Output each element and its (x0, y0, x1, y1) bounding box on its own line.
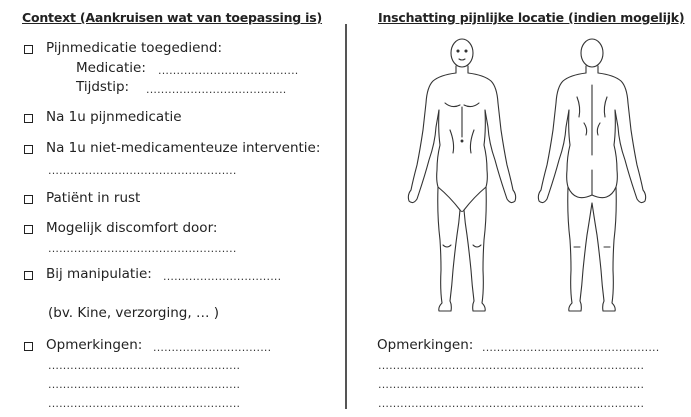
label-opmerkingen-right: Opmerkingen: (377, 337, 474, 353)
field-niet-medicamenteuze[interactable]: ................................................... (48, 164, 237, 177)
field-opmerkingen-right[interactable]: ................................................ (482, 341, 660, 354)
field-opmerkingen-left-line-1[interactable]: .................................................... (48, 359, 241, 372)
manipulatie-example: (bv. Kine, verzorging, … ) (48, 305, 219, 321)
checkbox-niet-medicamenteuze[interactable] (24, 145, 33, 154)
checkbox-patient-in-rust[interactable] (24, 195, 33, 204)
label-pijnmedicatie: Pijnmedicatie toegediend: (46, 40, 223, 56)
field-opmerkingen-right-line-3[interactable]: ........................................................................ (378, 397, 645, 410)
checkbox-manipulatie[interactable] (24, 271, 33, 280)
body-back-figure[interactable] (535, 35, 650, 317)
label-opmerkingen-left: Opmerkingen: (46, 337, 143, 353)
label-manipulatie: Bij manipulatie: (46, 266, 152, 282)
label-patient-in-rust: Patiënt in rust (46, 190, 141, 206)
checkbox-na-1u-pijnmedicatie[interactable] (24, 114, 33, 123)
field-opmerkingen-left-line-3[interactable]: .................................................... (48, 397, 241, 410)
field-opmerkingen-right-line-1[interactable]: ........................................................................ (378, 359, 645, 372)
body-front-figure[interactable] (405, 35, 520, 317)
field-discomfort[interactable]: ................................................... (48, 242, 237, 255)
checkbox-pijnmedicatie[interactable] (24, 45, 33, 54)
field-medicatie[interactable]: ...................................... (158, 64, 299, 77)
field-opmerkingen-left[interactable]: ................................ (153, 341, 272, 354)
location-heading: Inschatting pijnlijke locatie (indien mogelijk) (378, 10, 685, 25)
context-heading: Context (Aankruisen wat van toepassing is) (22, 10, 323, 25)
field-opmerkingen-left-line-2[interactable]: .................................................... (48, 378, 241, 391)
field-opmerkingen-right-line-2[interactable]: ........................................................................ (378, 378, 645, 391)
label-medicatie: Medicatie: (76, 60, 146, 76)
checkbox-discomfort[interactable] (24, 225, 33, 234)
label-discomfort: Mogelijk discomfort door: (46, 220, 218, 236)
label-na-1u-pijnmedicatie: Na 1u pijnmedicatie (46, 109, 182, 125)
label-tijdstip: Tijdstip: (76, 79, 130, 95)
label-niet-medicamenteuze: Na 1u niet-medicamenteuze interventie: (46, 140, 321, 156)
field-manipulatie[interactable]: ................................ (163, 270, 282, 283)
field-tijdstip[interactable]: ...................................... (146, 83, 287, 96)
column-divider (345, 24, 347, 409)
checkbox-opmerkingen[interactable] (24, 342, 33, 351)
